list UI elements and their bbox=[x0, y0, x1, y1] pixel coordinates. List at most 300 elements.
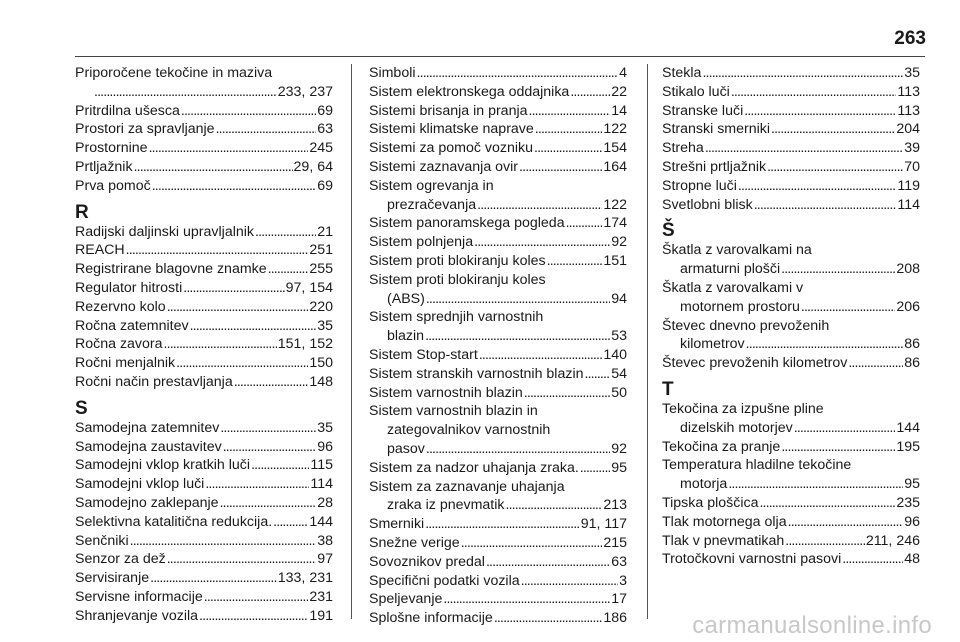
page-reference: 38 bbox=[317, 532, 333, 549]
index-term: Streha bbox=[662, 140, 704, 157]
index-entry-row bbox=[662, 196, 920, 215]
dot-leader bbox=[746, 335, 904, 354]
page-reference: 113 bbox=[897, 102, 920, 119]
page-reference: 70 bbox=[904, 158, 920, 175]
dot-leader bbox=[164, 335, 277, 354]
index-entry bbox=[75, 158, 333, 177]
dot-leader bbox=[223, 438, 317, 457]
index-entry bbox=[75, 494, 333, 513]
page-reference: 215 bbox=[603, 534, 627, 551]
index-entry bbox=[75, 279, 333, 298]
index-entry-row bbox=[75, 279, 333, 298]
index-entry-row bbox=[662, 419, 920, 438]
index-entry-row bbox=[369, 609, 627, 628]
index-entry bbox=[75, 335, 333, 354]
page-reference: 29, 64 bbox=[293, 158, 333, 175]
page-reference: 231 bbox=[309, 588, 333, 605]
index-entry-row bbox=[75, 438, 333, 457]
dot-leader bbox=[234, 373, 309, 392]
index-entry bbox=[662, 83, 920, 102]
dot-leader bbox=[842, 550, 903, 569]
index-term: Tekočina za pranje bbox=[662, 438, 781, 455]
index-entry bbox=[662, 279, 920, 317]
page-reference: 91, 117 bbox=[580, 516, 627, 533]
index-column-3 bbox=[662, 64, 920, 569]
index-entry bbox=[662, 513, 920, 532]
index-entry-row bbox=[75, 102, 333, 121]
index-entry bbox=[662, 438, 920, 457]
dot-leader bbox=[150, 569, 277, 588]
index-entry-row bbox=[662, 475, 920, 494]
index-entry bbox=[369, 158, 627, 177]
dot-leader bbox=[183, 279, 284, 298]
dot-leader bbox=[417, 64, 619, 83]
index-entry bbox=[75, 241, 333, 260]
index-entry bbox=[662, 64, 920, 83]
index-entry-row bbox=[662, 298, 920, 317]
page-reference: 48 bbox=[904, 551, 920, 568]
index-term: armaturni plošči bbox=[680, 261, 781, 278]
dot-leader bbox=[759, 494, 895, 513]
index-term: Sistemi brisanja in pranja bbox=[369, 102, 528, 119]
dot-leader bbox=[126, 241, 309, 260]
index-term-line: Sistem ogrevanja in bbox=[369, 177, 494, 194]
dot-leader bbox=[570, 83, 610, 102]
index-entry bbox=[369, 139, 627, 158]
index-term: Pritrdilna ušesca bbox=[75, 102, 180, 119]
page-reference: 35 bbox=[904, 65, 920, 81]
index-term: Registrirane blagovne znamke bbox=[75, 261, 267, 278]
index-entry bbox=[369, 365, 627, 384]
index-entry bbox=[75, 569, 333, 588]
index-entry bbox=[369, 515, 627, 534]
index-entry-row bbox=[75, 120, 333, 139]
section-letter: T bbox=[662, 378, 674, 400]
index-entry bbox=[662, 400, 920, 438]
dot-leader bbox=[801, 298, 895, 317]
page-reference: 251 bbox=[309, 242, 333, 259]
index-entry-row bbox=[369, 139, 627, 158]
dot-leader bbox=[767, 158, 903, 177]
index-entry-row bbox=[369, 120, 627, 139]
index-entry-row bbox=[75, 223, 333, 242]
dot-leader bbox=[190, 317, 317, 336]
page-reference: 69 bbox=[317, 102, 333, 119]
index-entry bbox=[369, 102, 627, 121]
index-entry-row bbox=[662, 158, 920, 177]
page-reference: 140 bbox=[603, 346, 627, 363]
index-entry bbox=[369, 609, 627, 628]
index-term: motornem prostoru bbox=[680, 298, 800, 315]
index-entry-row bbox=[75, 419, 333, 438]
page-reference: 211, 246 bbox=[865, 532, 920, 549]
index-term-line: Števec dnevno prevoženih bbox=[662, 317, 830, 334]
index-entry-row bbox=[369, 440, 627, 459]
dot-leader bbox=[443, 590, 610, 609]
index-entry bbox=[369, 177, 627, 215]
index-term: Svetlobni blisk bbox=[662, 196, 753, 213]
index-entry-row bbox=[75, 260, 333, 279]
index-entry bbox=[369, 553, 627, 572]
dot-leader bbox=[486, 553, 610, 572]
page-reference: 233, 237 bbox=[277, 83, 333, 100]
page-reference: 114 bbox=[897, 196, 920, 213]
index-entry-row bbox=[662, 120, 920, 139]
page-reference: 21 bbox=[317, 223, 333, 240]
header-rule bbox=[75, 56, 925, 57]
page-reference: 17 bbox=[611, 591, 627, 608]
index-term: Servisne informacije bbox=[75, 588, 203, 605]
index-entry-row bbox=[75, 475, 333, 494]
index-entry-row bbox=[75, 241, 333, 260]
dot-leader bbox=[524, 384, 610, 403]
dot-leader bbox=[205, 475, 309, 494]
dot-leader bbox=[130, 532, 317, 551]
index-column-1 bbox=[75, 64, 333, 626]
page-reference: 191 bbox=[309, 607, 333, 624]
index-entry-row bbox=[75, 298, 333, 317]
page-reference: 97, 154 bbox=[285, 279, 333, 296]
page-reference: 255 bbox=[309, 261, 333, 278]
index-entry-row bbox=[369, 572, 627, 591]
page-reference: 94 bbox=[611, 290, 627, 307]
dot-leader bbox=[426, 290, 610, 309]
dot-leader bbox=[781, 260, 895, 279]
index-entry-row bbox=[75, 317, 333, 336]
page-reference: 220 bbox=[309, 298, 333, 315]
index-entry-row bbox=[369, 64, 627, 83]
index-term: Sistemi za pomoč vozniku bbox=[369, 140, 534, 157]
index-term: Sistem elektronskega oddajnika bbox=[369, 83, 570, 100]
page-reference: 50 bbox=[611, 384, 627, 401]
page-number: 263 bbox=[894, 28, 926, 49]
dot-leader bbox=[216, 120, 317, 139]
page-reference: 3 bbox=[619, 572, 627, 589]
page-reference: 122 bbox=[603, 121, 627, 138]
index-entry-row bbox=[662, 335, 920, 354]
index-term-line: Sistem sprednjih varnostnih bbox=[369, 309, 544, 326]
index-entry-row bbox=[369, 515, 627, 534]
index-entry-row bbox=[662, 102, 920, 121]
dot-leader bbox=[771, 120, 895, 139]
index-term: Ročna zavora bbox=[75, 336, 163, 353]
dot-leader bbox=[519, 158, 602, 177]
index-entry-row bbox=[662, 177, 920, 196]
dot-leader bbox=[705, 139, 903, 158]
index-term: Trotočkovni varnostni pasovi bbox=[662, 551, 842, 568]
dot-leader bbox=[268, 260, 309, 279]
dot-leader bbox=[425, 515, 580, 534]
index-entry bbox=[75, 373, 333, 392]
index-entry bbox=[662, 354, 920, 373]
index-entry-row bbox=[75, 588, 333, 607]
index-entry-row bbox=[75, 569, 333, 588]
page-reference: 92 bbox=[611, 234, 627, 251]
page-reference: 186 bbox=[603, 610, 627, 627]
index-entry-row bbox=[369, 590, 627, 609]
dot-leader bbox=[584, 365, 610, 384]
index-entry-row bbox=[75, 532, 333, 551]
index-entry bbox=[369, 534, 627, 553]
index-entry bbox=[75, 532, 333, 551]
index-entry bbox=[662, 196, 920, 215]
index-entry-row bbox=[369, 553, 627, 572]
index-entry-row bbox=[75, 607, 333, 626]
page-reference: 151, 152 bbox=[277, 336, 333, 353]
page-reference: 245 bbox=[309, 140, 333, 157]
page-reference: 63 bbox=[317, 121, 333, 138]
section-letter: R bbox=[75, 201, 89, 223]
page-reference: 96 bbox=[904, 513, 920, 530]
index-entry-row bbox=[662, 494, 920, 513]
index-entry bbox=[75, 64, 333, 102]
index-term: Ročni menjalnik bbox=[75, 355, 176, 372]
page-reference: 95 bbox=[611, 459, 627, 476]
index-term: (ABS) bbox=[387, 290, 425, 307]
watermark: carmanualsonline.info bbox=[692, 612, 932, 639]
dot-leader bbox=[199, 607, 308, 626]
index-term: Sistem proti blokiranju koles bbox=[369, 252, 546, 269]
index-term: Tlak motornega olja bbox=[662, 513, 787, 530]
index-entry-row bbox=[369, 496, 627, 515]
index-term: Selektivna katalitična redukcija. bbox=[75, 513, 273, 530]
page-reference: 119 bbox=[897, 177, 920, 194]
index-entry-row bbox=[662, 354, 920, 373]
page-reference: 69 bbox=[317, 177, 333, 194]
index-entry-row bbox=[662, 532, 920, 551]
index-term: Tipska ploščica bbox=[662, 494, 759, 511]
index-term: Speljevanje bbox=[369, 591, 443, 608]
dot-leader bbox=[167, 298, 309, 317]
index-entry bbox=[369, 214, 627, 233]
index-term: kilometrov bbox=[680, 336, 745, 353]
dot-leader bbox=[474, 233, 610, 252]
index-term-line: Temperatura hladilne tekočine bbox=[662, 457, 852, 474]
index-entry bbox=[662, 102, 920, 121]
index-entry-row bbox=[369, 459, 627, 478]
index-term: Prostornine bbox=[75, 140, 148, 157]
index-entry bbox=[369, 64, 627, 83]
dot-leader bbox=[255, 223, 316, 242]
page-reference: 86 bbox=[904, 336, 920, 353]
index-entry bbox=[369, 83, 627, 102]
index-entry-row bbox=[662, 260, 920, 279]
dot-leader bbox=[781, 438, 895, 457]
page-reference: 150 bbox=[309, 355, 333, 372]
index-entry-row bbox=[369, 365, 627, 384]
dot-leader bbox=[505, 496, 602, 515]
dot-leader bbox=[738, 177, 896, 196]
page-reference: 39 bbox=[904, 140, 920, 157]
page-reference: 235 bbox=[896, 494, 920, 511]
dot-leader bbox=[176, 354, 308, 373]
index-term: Tlak v pnevmatikah bbox=[662, 532, 785, 549]
page-reference: 174 bbox=[603, 215, 627, 232]
index-term: Splošne informacije bbox=[369, 610, 493, 627]
index-term: dizelskih motorjev bbox=[680, 419, 793, 436]
index-entry bbox=[662, 139, 920, 158]
index-entry-row bbox=[662, 83, 920, 102]
index-entry bbox=[369, 590, 627, 609]
index-entry-row bbox=[369, 327, 627, 346]
page-reference: 154 bbox=[603, 140, 627, 157]
index-entry-row bbox=[75, 456, 333, 475]
index-entry bbox=[75, 260, 333, 279]
dot-leader bbox=[728, 475, 903, 494]
dot-leader bbox=[494, 609, 603, 628]
dot-leader bbox=[566, 214, 603, 233]
index-entry-row bbox=[369, 158, 627, 177]
index-term: Senzor za dež bbox=[75, 551, 166, 568]
index-term: pasov bbox=[387, 440, 425, 457]
index-column-2 bbox=[369, 64, 627, 628]
dot-leader bbox=[794, 419, 896, 438]
index-term-line: zategovalnikov varnostnih bbox=[387, 422, 551, 439]
page-reference: 144 bbox=[896, 419, 920, 436]
index-entry bbox=[75, 607, 333, 626]
page-reference: 28 bbox=[317, 494, 333, 511]
index-entry bbox=[75, 456, 333, 475]
index-term: Servisiranje bbox=[75, 570, 150, 587]
page-reference: 164 bbox=[603, 158, 627, 175]
dot-leader bbox=[580, 459, 610, 478]
index-entry-row bbox=[75, 550, 333, 569]
index-term: Ročni način prestavljanja bbox=[75, 373, 233, 390]
index-term: Prostori za spravljanje bbox=[75, 121, 215, 138]
index-entry-row bbox=[75, 373, 333, 392]
index-term: Sistemi klimatske naprave bbox=[369, 121, 534, 138]
page-reference: 54 bbox=[611, 365, 627, 382]
index-term: Sistem Stop-start bbox=[369, 346, 478, 363]
page-reference: 4 bbox=[619, 65, 627, 81]
index-term: Sistem polnjenja bbox=[369, 234, 474, 251]
index-term: Sistem varnostnih blazin bbox=[369, 384, 523, 401]
section-letter: S bbox=[75, 397, 88, 419]
page-reference: 14 bbox=[611, 102, 627, 119]
page-reference: 208 bbox=[896, 261, 920, 278]
dot-leader bbox=[220, 419, 316, 438]
index-entry-row bbox=[369, 384, 627, 403]
dot-leader bbox=[534, 139, 602, 158]
page-reference: 204 bbox=[896, 121, 920, 138]
index-term: Sistem za nadzor uhajanja zraka. bbox=[369, 459, 579, 476]
index-term: Števec prevoženih kilometrov bbox=[662, 355, 848, 372]
index-entry-row bbox=[662, 64, 920, 83]
index-entry-row bbox=[369, 534, 627, 553]
page-reference: 114 bbox=[310, 476, 333, 493]
index-term: Senčniki bbox=[75, 532, 129, 549]
column-divider bbox=[647, 64, 648, 619]
dot-leader bbox=[425, 327, 610, 346]
index-entry bbox=[662, 120, 920, 139]
page-reference: 133, 231 bbox=[277, 570, 333, 587]
dot-leader bbox=[94, 83, 277, 102]
dot-leader bbox=[785, 532, 865, 551]
dot-leader bbox=[521, 572, 618, 591]
index-entry bbox=[75, 120, 333, 139]
index-entry bbox=[75, 139, 333, 158]
index-term-line: Škatla z varovalkami na bbox=[662, 242, 812, 259]
index-entry bbox=[75, 177, 333, 196]
index-entry bbox=[662, 550, 920, 569]
index-entry-row bbox=[369, 290, 627, 309]
dot-leader bbox=[167, 550, 317, 569]
index-term: prezračevanja bbox=[387, 196, 477, 213]
index-entry bbox=[75, 354, 333, 373]
page-reference: 63 bbox=[611, 553, 627, 570]
index-entry bbox=[75, 438, 333, 457]
index-term: Sistemi zaznavanja ovir bbox=[369, 158, 519, 175]
index-term: Samodejno zaklepanje bbox=[75, 494, 219, 511]
index-term: motorja bbox=[680, 476, 728, 493]
index-entry bbox=[369, 459, 627, 478]
index-term: Strešni prtljažnik bbox=[662, 158, 767, 175]
page-reference: 113 bbox=[897, 83, 920, 100]
dot-leader bbox=[152, 177, 317, 196]
index-term: blazin bbox=[387, 328, 425, 345]
index-entry bbox=[75, 513, 333, 532]
index-entry bbox=[369, 478, 627, 516]
dot-leader bbox=[426, 440, 610, 459]
page-reference: 86 bbox=[904, 355, 920, 372]
section-letter: Š bbox=[662, 220, 675, 242]
dot-leader bbox=[251, 456, 309, 475]
index-entry bbox=[662, 532, 920, 551]
page-reference: 96 bbox=[317, 438, 333, 455]
index-term: Sistem panoramskega pogleda bbox=[369, 215, 565, 232]
index-term: Sistem stranskih varnostnih blazin bbox=[369, 365, 584, 382]
index-term: REACH bbox=[75, 242, 125, 259]
index-entry-row bbox=[369, 196, 627, 215]
index-entry-row bbox=[369, 214, 627, 233]
index-term: Ročna zatemnitev bbox=[75, 317, 189, 334]
index-term-line: Tekočina za izpušne pline bbox=[662, 400, 824, 417]
index-entry-row bbox=[75, 139, 333, 158]
index-entry-row bbox=[662, 550, 920, 569]
index-entry-row bbox=[662, 438, 920, 457]
index-entry bbox=[662, 317, 920, 355]
dot-leader bbox=[477, 196, 602, 215]
dot-leader bbox=[731, 83, 897, 102]
index-term: Stropne luči bbox=[662, 177, 737, 194]
index-entry bbox=[75, 102, 333, 121]
index-entry bbox=[369, 252, 627, 271]
dot-leader bbox=[479, 346, 603, 365]
index-entry bbox=[662, 241, 920, 279]
dot-leader bbox=[273, 513, 308, 532]
index-term: Samodejni vklop kratkih luči bbox=[75, 457, 251, 474]
index-entry bbox=[369, 308, 627, 346]
index-entry-row bbox=[369, 346, 627, 365]
page-reference: 144 bbox=[309, 513, 333, 530]
index-term: Simboli bbox=[369, 65, 416, 81]
index-term: Shranjevanje vozila bbox=[75, 607, 199, 624]
index-entry bbox=[75, 588, 333, 607]
dot-leader bbox=[149, 139, 309, 158]
index-term: Samodejna zatemnitev bbox=[75, 419, 220, 436]
index-term: Prtljažnik bbox=[75, 158, 133, 175]
page-reference: 151 bbox=[603, 252, 627, 269]
dot-leader bbox=[461, 534, 603, 553]
index-entry bbox=[369, 384, 627, 403]
index-term: Samodejna zaustavitev bbox=[75, 438, 222, 455]
index-entry-row bbox=[369, 102, 627, 121]
index-term: zraka iz pnevmatik bbox=[387, 497, 505, 514]
index-entry-row bbox=[75, 158, 333, 177]
index-entry bbox=[662, 158, 920, 177]
index-term: Smerniki bbox=[369, 516, 425, 533]
index-entry bbox=[662, 177, 920, 196]
